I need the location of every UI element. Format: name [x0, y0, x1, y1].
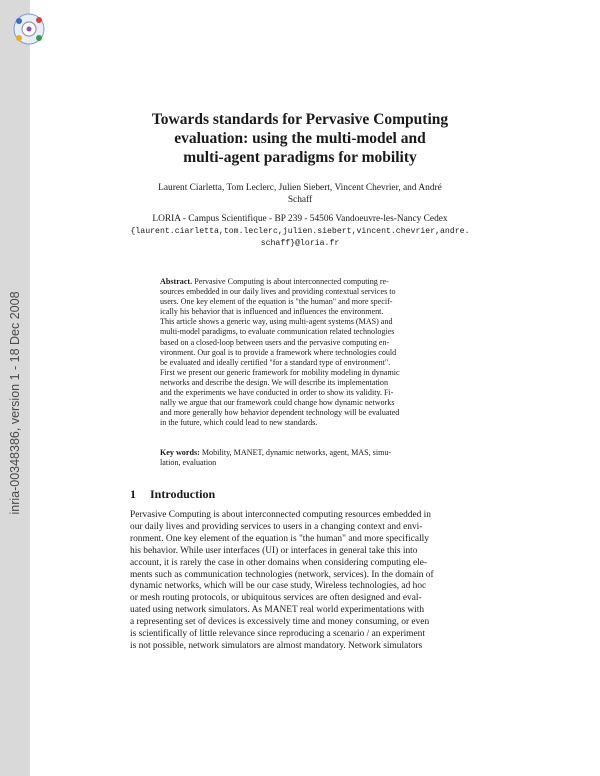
abstract-line: and more generally how behavior dependent technology will be evaluated: [160, 408, 400, 418]
email-line: {laurent.ciarletta,tom.leclerc,julien.siebert,vincent.chevrier,andre.: [130, 227, 470, 236]
abstract-text: Pervasive Computing is about interconnected computing re-: [194, 277, 389, 286]
section-heading: [130, 487, 215, 502]
body-line: or mesh routing protocols, or ubiquitous services are often designed and eval-: [130, 593, 422, 604]
section-title: Introduction: [150, 487, 216, 501]
keywords-line: lation, evaluation: [160, 458, 217, 468]
body-line: account, it is rarely the case in other domains when considering computing ele-: [130, 557, 428, 568]
body-line: dynamic networks, which will be our case study, Wireless technologies, ad hoc: [130, 581, 427, 592]
abstract-line: multi-model paradigms, to evaluate communication related technologies: [160, 327, 395, 337]
title-line: multi-agent paradigms for mobility: [183, 149, 417, 166]
keywords-text: Mobility, MANET, dynamic networks, agent, MAS, simu-: [201, 448, 392, 457]
abstract-line: First we present our generic framework for mobility modeling in dynamic: [160, 367, 400, 377]
affiliation: LORIA - Campus Scientifique - BP 239 - 54506 Vandoeuvre-les-Nancy Cedex: [152, 214, 448, 224]
keywords-label: Key words:: [160, 448, 200, 457]
sidebar-identifier: inria-00348386, version 1 - 18 Dec 2008: [8, 291, 22, 515]
body-line: Pervasive Computing is about interconnected computing resources embedded in: [130, 510, 431, 520]
keywords-first-line: [160, 448, 443, 458]
body-line: a representing set of devices is excessively time and money consuming, or even: [130, 617, 430, 628]
body-line: ronment. One key element of the equation is "the human" and more specifically: [130, 533, 429, 544]
abstract-first-line: [160, 277, 443, 287]
section-number: 1: [130, 487, 136, 501]
abstract-line: networks and describe the design. We will describe its implementation: [160, 377, 389, 387]
body-line: is scientifically of little relevance since reproducing a scenario / an experiment: [130, 629, 425, 640]
keywords: [160, 448, 443, 468]
email-line: schaff}@loria.fr: [260, 238, 340, 248]
abstract-line: based on a closed-loop between users and the pervasive computing en-: [160, 337, 390, 347]
abstract-line: sources embedded in our daily lives and providing contextual services to: [160, 287, 396, 297]
abstract-line: in the future, which could lead to new standards.: [160, 418, 318, 428]
body-paragraph: [130, 510, 473, 653]
abstract-line: vironment. Our goal is to provide a framework where technologies could: [160, 347, 397, 357]
body-line: his behavior. While user interfaces (UI) or interfaces in general take this into: [130, 545, 418, 556]
arxiv-sidebar: [0, 0, 30, 776]
author-line: Laurent Ciarletta, Tom Leclerc, Julien Siebert, Vincent Chevrier, and André: [158, 183, 442, 193]
body-line: uated using network simulators. As MANET real world experimentations with: [130, 605, 425, 616]
abstract-line: users. One key element of the equation is "the human" and more specif-: [160, 297, 393, 307]
abstract-label: Abstract.: [160, 277, 193, 286]
abstract-line: ically his behavior that is influenced and influences the environment.: [160, 307, 384, 317]
hal-inria-logo-icon: [12, 12, 46, 46]
body-line: our daily lives and providing services to users in a changing context and envi-: [130, 521, 423, 532]
abstract-line: This article shows a generic way, using multi-agent systems (MAS) and: [160, 317, 393, 327]
abstract-line: nally we argue that our framework could change how dynamic networks: [160, 398, 395, 408]
title-line: Towards standards for Pervasive Computing: [151, 111, 449, 128]
author-list: [120, 183, 480, 206]
abstract: [160, 277, 443, 428]
abstract-line: and the experiments we have conducted in order to show its validity. Fi-: [160, 388, 394, 398]
email-addresses: [120, 226, 480, 249]
abstract-line: be evaluated and ideally certified "for a standard type of environment".: [160, 357, 391, 367]
author-line: Schaff: [287, 194, 313, 205]
title-line: evaluation: using the multi-model and: [174, 130, 426, 147]
paper-title: [120, 110, 480, 167]
body-line: is not possible, network simulators are almost mandatory. Network simulators: [130, 640, 423, 651]
body-line: ments such as communication technologies (network, services). In the domain of: [130, 569, 434, 580]
